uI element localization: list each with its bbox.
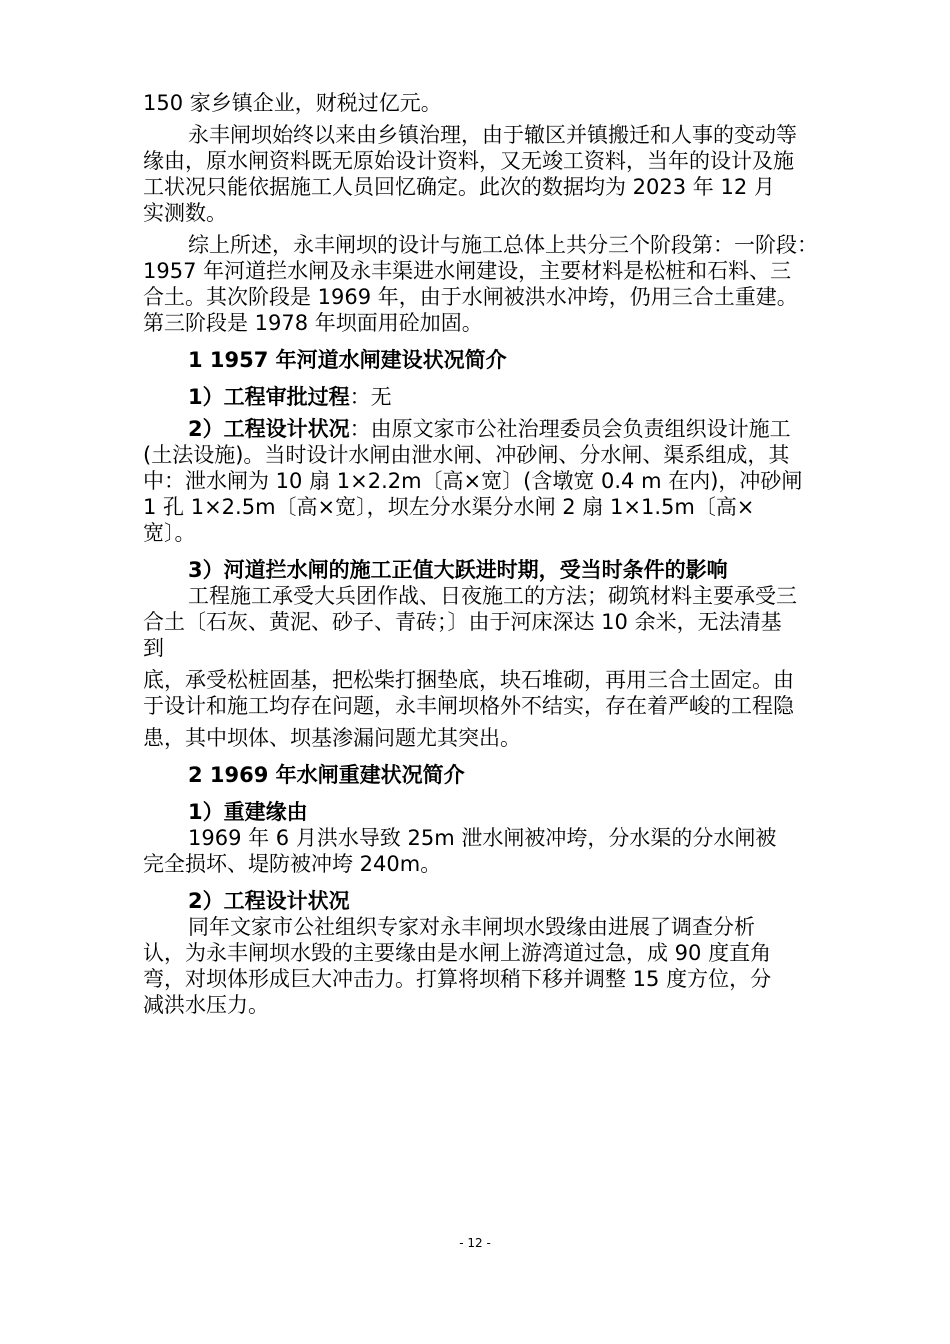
paragraph-line: 综上所述，永丰闸坝的设计与施工总体上共分三个阶段第：一阶段： (188, 233, 818, 257)
paragraph-line: 底，承受松桩固基，把松柴打捆垫底，块石堆砌，再用三合土固定。由 (143, 668, 794, 692)
paragraph-line: 1957 年河道拦水闸及永丰渠进水闸建设，主要材料是松桩和石料、三 (143, 259, 792, 283)
subsection-heading: 2）工程设计状况 (188, 889, 350, 913)
subsection-label: 2）工程设计状况 (188, 417, 350, 441)
paragraph-line: 宽〕。 (143, 521, 196, 545)
paragraph-line: 患，其中坝体、坝基渗漏问题尤其突出。 (143, 726, 521, 750)
page-number: - 12 - (459, 1236, 491, 1250)
section-heading: 1 1957 年河道水闸建设状况简介 (188, 348, 507, 372)
paragraph-line: 同年文家市公社组织专家对永丰闸坝水毁缘由进展了调查分析 (188, 915, 755, 939)
subsection-heading: 3）河道拦水闸的施工正值大跃进时期，受当时条件的影响 (188, 558, 728, 582)
paragraph-line: 1969 年 6 月洪水导致 25m 泄水闸被冲垮，分水渠的分水闸被 (188, 826, 777, 850)
subsection-label: 1）工程审批过程 (188, 385, 350, 409)
paragraph-line: 到 (143, 636, 164, 660)
paragraph-line: (土法设施)。当时设计水闸由泄水闸、冲砂闸、分水闸、渠系组成，其 (143, 443, 790, 467)
paragraph-line: 1 孔 1×2.5m〔高×宽〕，坝左分水渠分水闸 2 扇 1×1.5m〔高× (143, 495, 755, 519)
section-heading: 2 1969 年水闸重建状况简介 (188, 763, 465, 787)
paragraph-line: 减洪水压力。 (143, 993, 269, 1017)
paragraph-line: 工状况只能依据施工人员回忆确定。此次的数据均为 2023 年 12 月 (143, 175, 775, 199)
paragraph-line: 于设计和施工均存在问题，永丰闸坝格外不结实，存在着严峻的工程隐 (143, 694, 794, 718)
paragraph-line: 第三阶段是 1978 年坝面用砼加固。 (143, 311, 483, 335)
document-body (143, 90, 885, 1018)
paragraph-line: 完全损坏、堤防被冲垮 240m。 (143, 852, 442, 876)
paragraph-line: 合土〔石灰、黄泥、砂子、青砖；〕由于河床深达 10 余米，无法清基 (143, 610, 782, 634)
paragraph-line: 合土。其次阶段是 1969 年，由于水闸被洪水冲垮，仍用三合土重建。 (143, 285, 798, 309)
paragraph-line: 认，为永丰闸坝水毁的主要缘由是水闸上游湾道过急，成 90 度直角 (143, 941, 772, 965)
paragraph-line: 150 家乡镇企业，财税过亿元。 (143, 91, 442, 115)
subsection-value: ：无 (349, 385, 392, 409)
paragraph-line: 缘由，原水闸资料既无原始设计资料，又无竣工资料，当年的设计及施 (143, 149, 794, 173)
paragraph-line: 永丰闸坝始终以来由乡镇治理，由于辙区并镇搬迁和人事的变动等 (188, 123, 797, 147)
paragraph-line: 中：泄水闸为 10 扇 1×2.2m〔高×宽〕(含墩宽 0.4 m 在内)，冲砂闸 (143, 469, 803, 493)
subsection-value: ：由原文家市公社治理委员会负责组织设计施工 (349, 417, 791, 441)
subsection-heading (143, 416, 885, 442)
subsection-heading (143, 384, 885, 410)
paragraph-line: 工程施工承受大兵团作战、日夜施工的方法；砌筑材料主要承受三 (188, 584, 797, 608)
paragraph-line: 实测数。 (143, 201, 227, 225)
subsection-heading: 1）重建缘由 (188, 800, 308, 824)
paragraph-line: 弯，对坝体形成巨大冲击力。打算将坝稍下移并调整 15 度方位，分 (143, 967, 772, 991)
